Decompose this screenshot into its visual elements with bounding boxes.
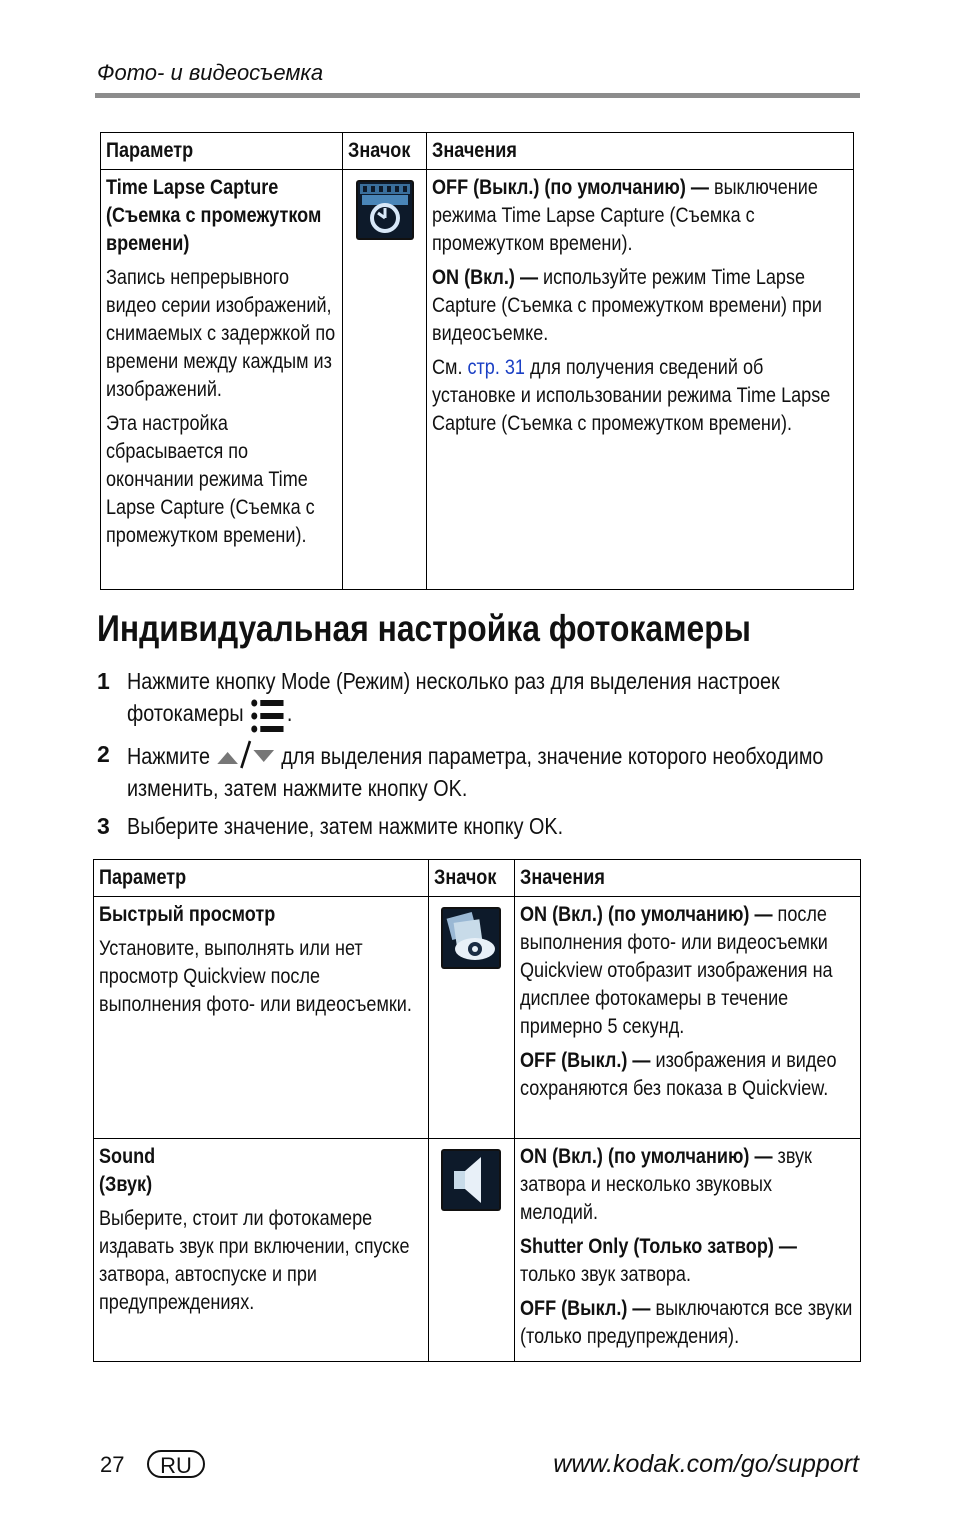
quickview-icon xyxy=(441,907,501,969)
column-header-parameter: Параметр xyxy=(99,866,187,889)
step-text: Выберите значение, затем нажмите кнопку OK. xyxy=(127,813,564,839)
option-on-label: ON (Вкл.) (по умолчанию) — xyxy=(519,903,773,926)
parameter-note: Эта настройка сбрасывается по окончании режима Time Lapse Capture (Съемка с промежутком времени). xyxy=(106,412,315,547)
column-header-icon: Значок xyxy=(433,866,496,889)
menu-list-icon xyxy=(249,697,287,735)
step-number: 2 xyxy=(97,741,110,767)
page-link[interactable]: стр. 31 xyxy=(467,356,525,379)
option-on-label: ON (Вкл.) — xyxy=(431,266,538,289)
section-title: Индивидуальная настройка фотокамеры xyxy=(97,608,751,649)
step-text-end: . xyxy=(286,700,293,726)
settings-table-1 xyxy=(100,132,854,590)
table-header-row xyxy=(101,133,854,170)
see-also-text: для получения сведений об установке и использовании режима Time Lapse Capture (Съемка с промежутком времени). xyxy=(431,356,831,435)
parameter-description: Выберите, стоит ли фотокамере издавать звук при включении, спуске затвора, автоспуске и при предупреждениях. xyxy=(99,1207,410,1314)
step-text: Нажмите кнопку Mode (Режим) несколько раз для выделения настроек фотокамеры xyxy=(127,668,780,726)
parameter-description: Установите, выполнять или нет просмотр Quickview после выполнения фото- или видеосъемки. xyxy=(99,937,412,1016)
step-number: 1 xyxy=(97,668,110,694)
running-header: Фото- и видеосъемка xyxy=(97,60,324,85)
table-header-row xyxy=(94,860,861,897)
parameter-name: Sound xyxy=(99,1145,156,1168)
column-header-values: Значения xyxy=(431,139,517,162)
table-row xyxy=(101,170,854,590)
parameter-description: Запись непрерывного видео серии изображений, снимаемых с задержкой по времени между каждым из изображений. xyxy=(106,266,336,401)
option-shutter-only-label: Shutter Only (Только затвор) — xyxy=(519,1235,797,1258)
up-down-arrows-icon xyxy=(215,738,275,770)
parameter-name: Time Lapse Capture (Съемка с промежутком времени) xyxy=(106,176,322,255)
page-number: 27 xyxy=(100,1452,125,1477)
option-off-text: изображения и видео сохраняются без показа в Quickview. xyxy=(519,1049,837,1100)
step-text-cont: для выделения параметра, значение которого необходимо изменить, затем нажмите кнопку OK. xyxy=(127,743,824,801)
see-also-prefix: См. xyxy=(431,356,463,379)
table-row xyxy=(94,897,861,1139)
option-on-label: ON (Вкл.) (по умолчанию) — xyxy=(519,1145,773,1168)
speaker-icon xyxy=(441,1149,501,1211)
parameter-name: Быстрый просмотр xyxy=(99,903,276,926)
language-badge: RU xyxy=(147,1450,205,1478)
option-off-label: OFF (Выкл.) — xyxy=(519,1049,650,1072)
option-shutter-only-text: только звук затвора. xyxy=(519,1263,691,1286)
column-header-values: Значения xyxy=(519,866,605,889)
step-number: 3 xyxy=(97,813,110,839)
table-row xyxy=(94,1139,861,1362)
support-url[interactable]: www.kodak.com/go/support xyxy=(553,1450,859,1478)
option-on-text: после выполнения фото- или видеосъемки Quickview отобразит изображения на дисплее фотокамеры в течение примерно 5 секунд. xyxy=(519,903,833,1038)
option-on-text: используйте режим Time Lapse Capture (Съемка с промежутком времени) при видеосъемке. xyxy=(431,266,822,345)
settings-table-2 xyxy=(93,859,861,1362)
option-off-label: OFF (Выкл.) — xyxy=(519,1297,650,1320)
step-text: Нажмите xyxy=(127,743,211,769)
header-divider xyxy=(95,93,860,98)
time-lapse-icon xyxy=(356,180,414,240)
column-header-icon: Значок xyxy=(348,139,411,162)
option-on-text: звук затвора и несколько звуковых мелодий. xyxy=(519,1145,812,1224)
parameter-name-translation: (Звук) xyxy=(99,1173,153,1196)
option-off-label: OFF (Выкл.) (по умолчанию) — xyxy=(431,176,709,199)
column-header-parameter: Параметр xyxy=(106,139,194,162)
option-off-text: выключение режима Time Lapse Capture (Съемка с промежутком времени). xyxy=(431,176,818,255)
option-off-text: выключаются все звуки (только предупреждения). xyxy=(519,1297,852,1348)
